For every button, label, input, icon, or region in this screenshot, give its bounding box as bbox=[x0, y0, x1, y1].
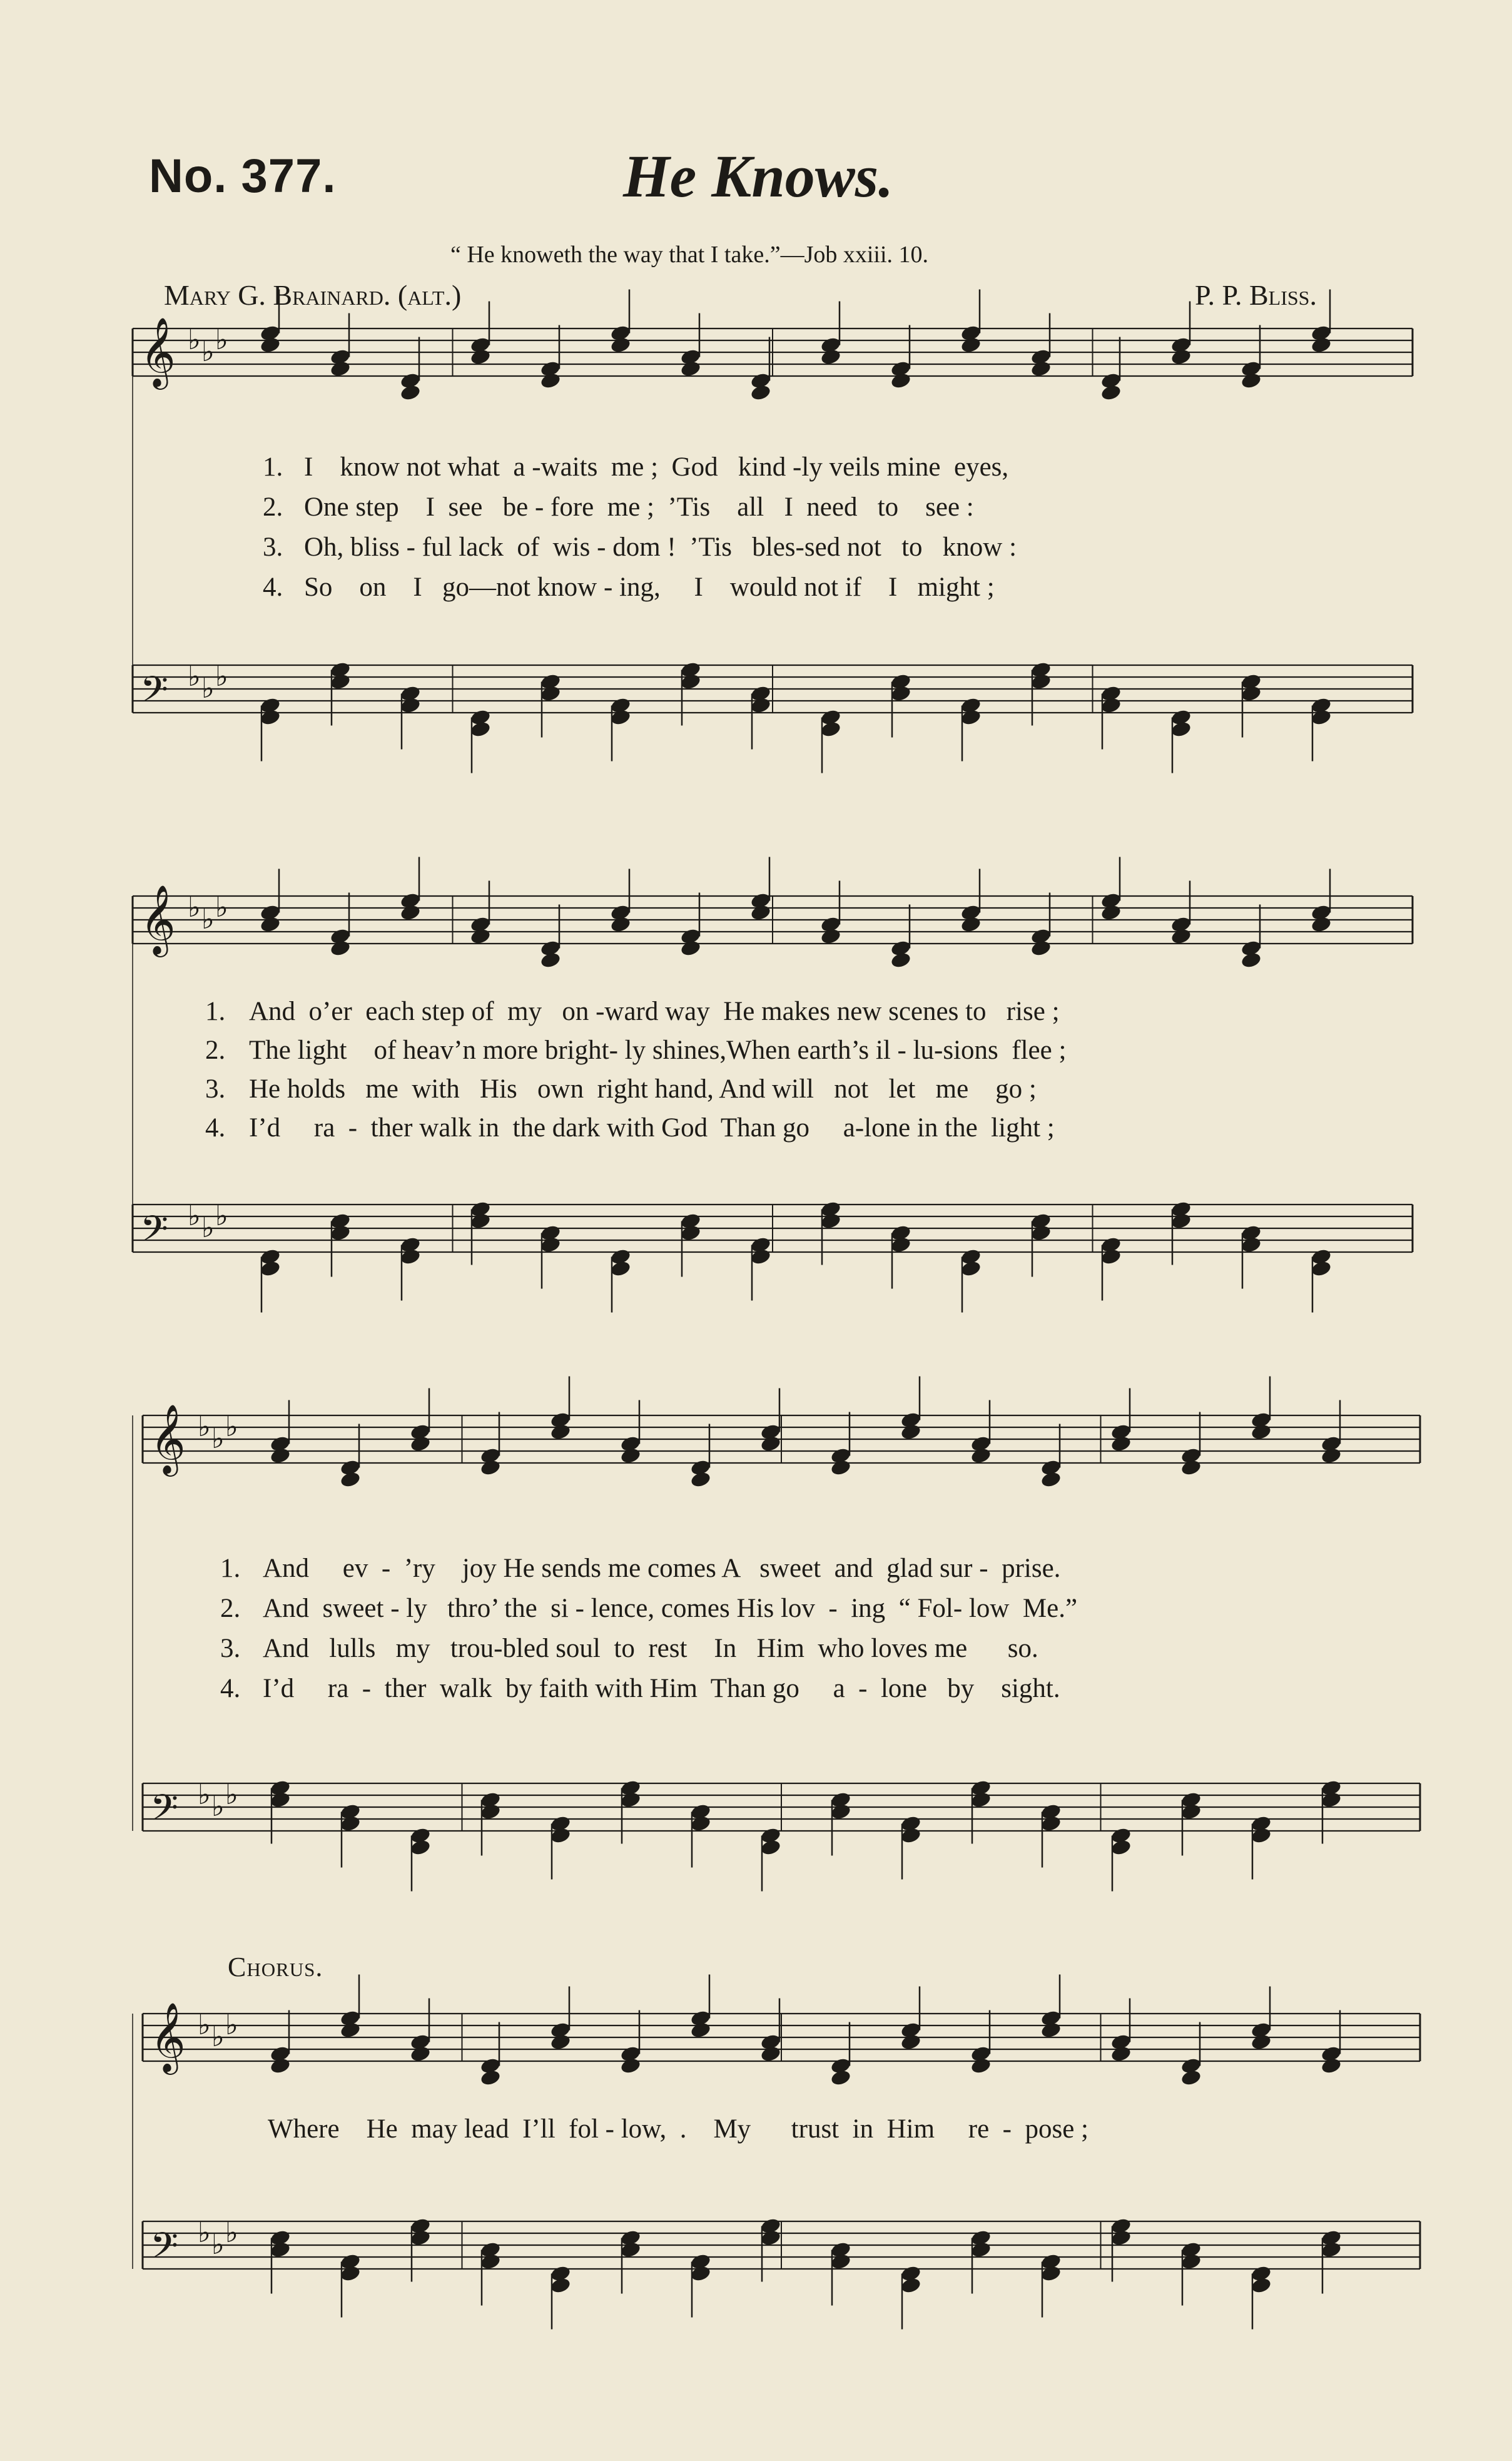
chorus-label: Chorus. bbox=[228, 1952, 323, 1982]
notehead bbox=[759, 1435, 781, 1453]
notehead bbox=[749, 1248, 771, 1266]
verse-number: 2. bbox=[205, 1036, 226, 1065]
notehead bbox=[1320, 2241, 1342, 2259]
notehead bbox=[399, 696, 421, 715]
notehead bbox=[1170, 720, 1192, 738]
notehead bbox=[1310, 336, 1332, 354]
notehead bbox=[609, 708, 631, 726]
notehead bbox=[819, 927, 841, 945]
composer-credit: P. P. Bliss. bbox=[1195, 279, 1317, 311]
notehead bbox=[549, 1423, 571, 1441]
notehead bbox=[479, 2253, 501, 2271]
notehead bbox=[1240, 372, 1262, 390]
notehead bbox=[1320, 2057, 1342, 2075]
notehead bbox=[679, 360, 701, 378]
notehead bbox=[759, 2229, 781, 2247]
notehead bbox=[1250, 1423, 1272, 1441]
notehead bbox=[1310, 915, 1332, 934]
notehead bbox=[479, 2069, 501, 2087]
flat-sign: ♭ bbox=[198, 2217, 211, 2249]
notehead bbox=[619, 1791, 641, 1809]
notehead bbox=[960, 708, 982, 726]
flat-sign: ♭ bbox=[198, 2009, 211, 2041]
flat-sign: ♭ bbox=[201, 1212, 215, 1244]
verse-number: 4. bbox=[220, 1674, 241, 1703]
notehead bbox=[1250, 1827, 1272, 1845]
notehead bbox=[689, 1815, 711, 1833]
notehead bbox=[900, 2276, 921, 2295]
lyric-line: I’d ra - ther walk by faith with Him Than go a - lone by sight. bbox=[263, 1674, 1060, 1703]
notehead bbox=[609, 336, 631, 354]
notehead bbox=[689, 2265, 711, 2283]
notehead bbox=[269, 1447, 291, 1465]
notehead bbox=[970, 1447, 992, 1465]
flat-sign: ♭ bbox=[201, 673, 215, 705]
flat-sign: ♭ bbox=[211, 1423, 225, 1455]
notehead bbox=[1170, 1212, 1192, 1230]
notehead bbox=[1180, 2069, 1202, 2087]
notehead bbox=[609, 1260, 631, 1278]
notehead bbox=[689, 1470, 711, 1489]
notehead bbox=[1180, 1803, 1202, 1821]
flat-sign: ♭ bbox=[215, 1200, 228, 1232]
notehead bbox=[549, 1827, 571, 1845]
notehead bbox=[1250, 2033, 1272, 2051]
notehead bbox=[960, 915, 982, 934]
notehead bbox=[1310, 1260, 1332, 1278]
notehead bbox=[549, 2276, 571, 2295]
notehead bbox=[749, 904, 771, 922]
notehead bbox=[1180, 2253, 1202, 2271]
notehead bbox=[539, 685, 561, 703]
treble-clef: 𝄞 bbox=[150, 1404, 186, 1474]
flat-sign: ♭ bbox=[188, 324, 201, 356]
notehead bbox=[890, 1236, 911, 1254]
notehead bbox=[549, 2033, 571, 2051]
lyric-line: And lulls my trou-bled soul to rest In Him who loves me so. bbox=[263, 1634, 1038, 1663]
notehead bbox=[259, 708, 281, 726]
notehead bbox=[759, 2045, 781, 2063]
author-credit: Mary G. Brainard. (alt.) bbox=[164, 279, 462, 311]
notehead bbox=[399, 384, 421, 402]
notehead bbox=[409, 1435, 431, 1453]
notehead bbox=[890, 685, 911, 703]
bass-clef: 𝄢 bbox=[140, 1208, 169, 1259]
notehead bbox=[339, 2265, 361, 2283]
lyric-line: He holds me with His own right hand, And will not let me go ; bbox=[249, 1074, 1037, 1104]
lyric-line: Oh, bliss - ful lack of wis - dom ! ’Tis bles-sed not to know : bbox=[304, 532, 1017, 562]
notehead bbox=[619, 1447, 641, 1465]
flat-sign: ♭ bbox=[225, 2217, 238, 2249]
notehead bbox=[409, 2229, 431, 2247]
verse-number: 1. bbox=[205, 997, 226, 1026]
notehead bbox=[1030, 673, 1052, 691]
flat-sign: ♭ bbox=[215, 892, 228, 924]
notehead bbox=[269, 2241, 291, 2259]
notehead bbox=[1110, 1838, 1132, 1857]
notehead bbox=[830, 2253, 851, 2271]
notehead bbox=[1030, 360, 1052, 378]
notehead bbox=[1170, 927, 1192, 945]
verse-number: 3. bbox=[205, 1074, 226, 1104]
flat-sign: ♭ bbox=[188, 892, 201, 924]
notehead bbox=[970, 2057, 992, 2075]
notehead bbox=[1240, 1236, 1262, 1254]
notehead bbox=[759, 1838, 781, 1857]
flat-sign: ♭ bbox=[188, 1200, 201, 1232]
notehead bbox=[1310, 708, 1332, 726]
hymn-title: He Knows. bbox=[623, 143, 894, 210]
notehead bbox=[830, 2069, 851, 2087]
notehead bbox=[960, 1260, 982, 1278]
notehead bbox=[1100, 904, 1122, 922]
notehead bbox=[1320, 1447, 1342, 1465]
notehead bbox=[469, 927, 491, 945]
notehead bbox=[1040, 1470, 1062, 1489]
notehead bbox=[1100, 1248, 1122, 1266]
notehead bbox=[1250, 2276, 1272, 2295]
lyric-line: I’d ra - ther walk in the dark with God Than go a-lone in the light ; bbox=[249, 1113, 1055, 1143]
lyric-line: And sweet - ly thro’ the si - lence, comes His lov - ing “ Fol- low Me.” bbox=[263, 1594, 1078, 1623]
notehead bbox=[259, 1260, 281, 1278]
flat-sign: ♭ bbox=[225, 2009, 238, 2041]
notehead bbox=[679, 1224, 701, 1242]
chorus-lyric-line: Where He may lead I’ll fol - low, . My trust in Him re - pose ; bbox=[268, 2114, 1089, 2144]
flat-sign: ♭ bbox=[201, 904, 215, 935]
verse-number: 3. bbox=[220, 1634, 241, 1663]
notehead bbox=[469, 1212, 491, 1230]
flat-sign: ♭ bbox=[188, 661, 201, 693]
notehead bbox=[1240, 685, 1262, 703]
notehead bbox=[1030, 939, 1052, 957]
flat-sign: ♭ bbox=[198, 1779, 211, 1811]
notehead bbox=[689, 2021, 711, 2039]
bass-clef: 𝄢 bbox=[150, 1786, 179, 1838]
verse-number: 1. bbox=[220, 1554, 241, 1583]
lyric-line: And o’er each step of my on -ward way He makes new scenes to rise ; bbox=[249, 997, 1060, 1026]
notehead bbox=[619, 2241, 641, 2259]
notehead bbox=[830, 1459, 851, 1477]
notehead bbox=[339, 1815, 361, 1833]
notehead bbox=[1110, 1435, 1132, 1453]
notehead bbox=[819, 348, 841, 366]
notehead bbox=[960, 336, 982, 354]
notehead bbox=[1030, 1224, 1052, 1242]
notehead bbox=[1040, 2265, 1062, 2283]
notehead bbox=[679, 673, 701, 691]
notehead bbox=[469, 720, 491, 738]
notehead bbox=[900, 1423, 921, 1441]
verse-number: 2. bbox=[263, 492, 283, 522]
notehead bbox=[269, 2057, 291, 2075]
notehead bbox=[970, 2241, 992, 2259]
notehead bbox=[539, 372, 561, 390]
notehead bbox=[679, 939, 701, 957]
notehead bbox=[259, 336, 281, 354]
flat-sign: ♭ bbox=[215, 324, 228, 356]
notehead bbox=[1180, 1459, 1202, 1477]
treble-clef: 𝄞 bbox=[140, 317, 176, 387]
notehead bbox=[1170, 348, 1192, 366]
notehead bbox=[259, 915, 281, 934]
flat-sign: ♭ bbox=[201, 336, 215, 368]
lyric-line: One step I see be - fore me ; ’Tis all I need to see : bbox=[304, 492, 974, 522]
flat-sign: ♭ bbox=[225, 1411, 238, 1443]
bass-clef: 𝄢 bbox=[150, 2224, 179, 2276]
verse-number: 1. bbox=[263, 452, 283, 482]
bass-clef: 𝄢 bbox=[140, 668, 169, 720]
notehead bbox=[399, 1248, 421, 1266]
treble-clef: 𝄞 bbox=[140, 884, 176, 954]
notehead bbox=[329, 1224, 351, 1242]
lyric-line: And ev - ’ry joy He sends me comes A sweet and glad sur - prise. bbox=[263, 1554, 1061, 1583]
notehead bbox=[900, 1827, 921, 1845]
verse-number: 3. bbox=[263, 532, 283, 562]
notehead bbox=[609, 915, 631, 934]
notehead bbox=[409, 1838, 431, 1857]
notehead bbox=[1240, 951, 1262, 969]
notehead bbox=[830, 1803, 851, 1821]
notehead bbox=[329, 360, 351, 378]
notehead bbox=[1100, 696, 1122, 715]
flat-sign: ♭ bbox=[211, 2229, 225, 2261]
hymn-number: No. 377. bbox=[149, 150, 337, 203]
verse-number: 2. bbox=[220, 1594, 241, 1623]
treble-clef: 𝄞 bbox=[150, 2002, 186, 2072]
notehead bbox=[479, 1803, 501, 1821]
notehead bbox=[399, 904, 421, 922]
flat-sign: ♭ bbox=[198, 1411, 211, 1443]
notehead bbox=[819, 1212, 841, 1230]
notehead bbox=[469, 348, 491, 366]
notehead bbox=[1040, 1815, 1062, 1833]
notehead bbox=[269, 1791, 291, 1809]
notehead bbox=[539, 1236, 561, 1254]
notehead bbox=[1100, 384, 1122, 402]
flat-sign: ♭ bbox=[215, 661, 228, 693]
notehead bbox=[339, 2021, 361, 2039]
notehead bbox=[1110, 2229, 1132, 2247]
notehead bbox=[890, 372, 911, 390]
notehead bbox=[900, 2033, 921, 2051]
notehead bbox=[329, 673, 351, 691]
notehead bbox=[819, 720, 841, 738]
lyric-line: The light of heav’n more bright- ly shines,When earth’s il - lu-sions flee ; bbox=[249, 1036, 1067, 1065]
notehead bbox=[339, 1470, 361, 1489]
notehead bbox=[409, 2045, 431, 2063]
notehead bbox=[749, 696, 771, 715]
notehead bbox=[479, 1459, 501, 1477]
flat-sign: ♭ bbox=[225, 1779, 238, 1811]
lyric-line: I know not what a -waits me ; God kind -ly veils mine eyes, bbox=[304, 452, 1009, 482]
notehead bbox=[1320, 1791, 1342, 1809]
notehead bbox=[970, 1791, 992, 1809]
lyric-line: So on I go—not know - ing, I would not if I might ; bbox=[304, 573, 995, 602]
notehead bbox=[539, 951, 561, 969]
flat-sign: ♭ bbox=[211, 2021, 225, 2053]
notehead bbox=[1040, 2021, 1062, 2039]
verse-number: 4. bbox=[263, 573, 283, 602]
flat-sign: ♭ bbox=[211, 1791, 225, 1823]
notehead bbox=[329, 939, 351, 957]
notehead bbox=[1110, 2045, 1132, 2063]
epigraph: “ He knoweth the way that I take.”—Job xxiii. 10. bbox=[450, 242, 929, 268]
notehead bbox=[749, 384, 771, 402]
notehead bbox=[619, 2057, 641, 2075]
notehead bbox=[890, 951, 911, 969]
verse-number: 4. bbox=[205, 1113, 226, 1143]
